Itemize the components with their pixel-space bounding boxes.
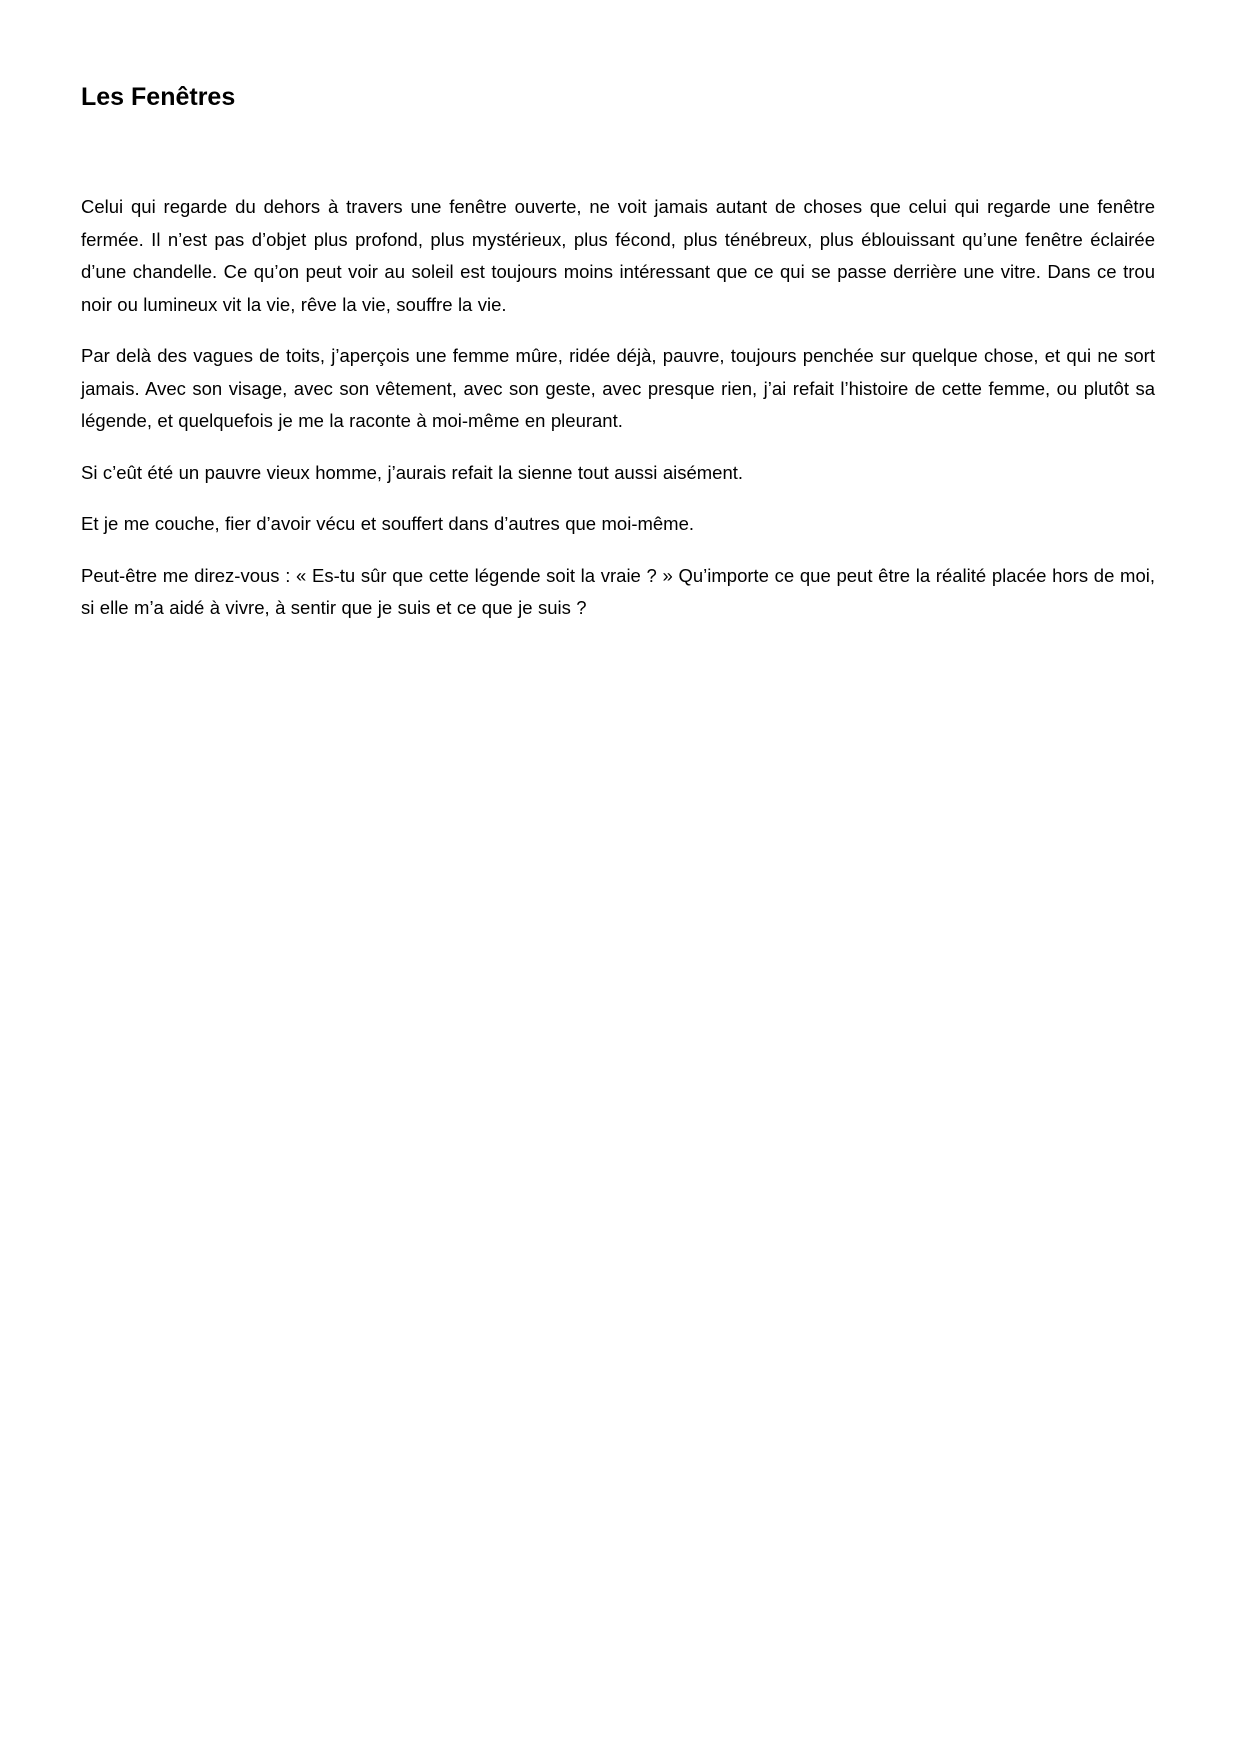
- paragraph-1: Celui qui regarde du dehors à travers une fenêtre ouverte, ne voit jamais autant de choses que celui qui regarde une fenêtre fermée. Il n’est pas d’objet plus profond, plus mystérieux, plus fécond, plus ténébreux, plus éblouissant qu’une fenêtre éclairée d’une chandelle. Ce qu’on peut voir au soleil est toujours moins intéressant que ce qui se passe derrière une vitre. Dans ce trou noir ou lumineux vit la vie, rêve la vie, souffre la vie.: [81, 196, 1155, 315]
- paragraph-5: Peut-être me direz-vous : « Es-tu sûr que cette légende soit la vraie ? » Qu’importe ce que peut être la réalité placée hors de moi, si elle m’a aidé à vivre, à sentir que je suis et ce que je suis ?: [81, 564, 1155, 618]
- paragraph-2: Par delà des vagues de toits, j’aperçois une femme mûre, ridée déjà, pauvre, toujours penchée sur quelque chose, et qui ne sort jamais. Avec son visage, avec son vêtement, avec son geste, avec presque rien, j’ai refait l’histoire de cette femme, ou plutôt sa légende, et quelquefois je me la raconte à moi-même en pleurant.: [81, 345, 1155, 431]
- paragraph-3: Si c’eût été un pauvre vieux homme, j’aurais refait la sienne tout aussi aisément.: [81, 461, 744, 483]
- document-body: [81, 191, 1155, 644]
- page-title: Les Fenêtres: [81, 83, 236, 111]
- paragraph-4: Et je me couche, fier d’avoir vécu et souffert dans d’autres que moi-même.: [81, 513, 695, 534]
